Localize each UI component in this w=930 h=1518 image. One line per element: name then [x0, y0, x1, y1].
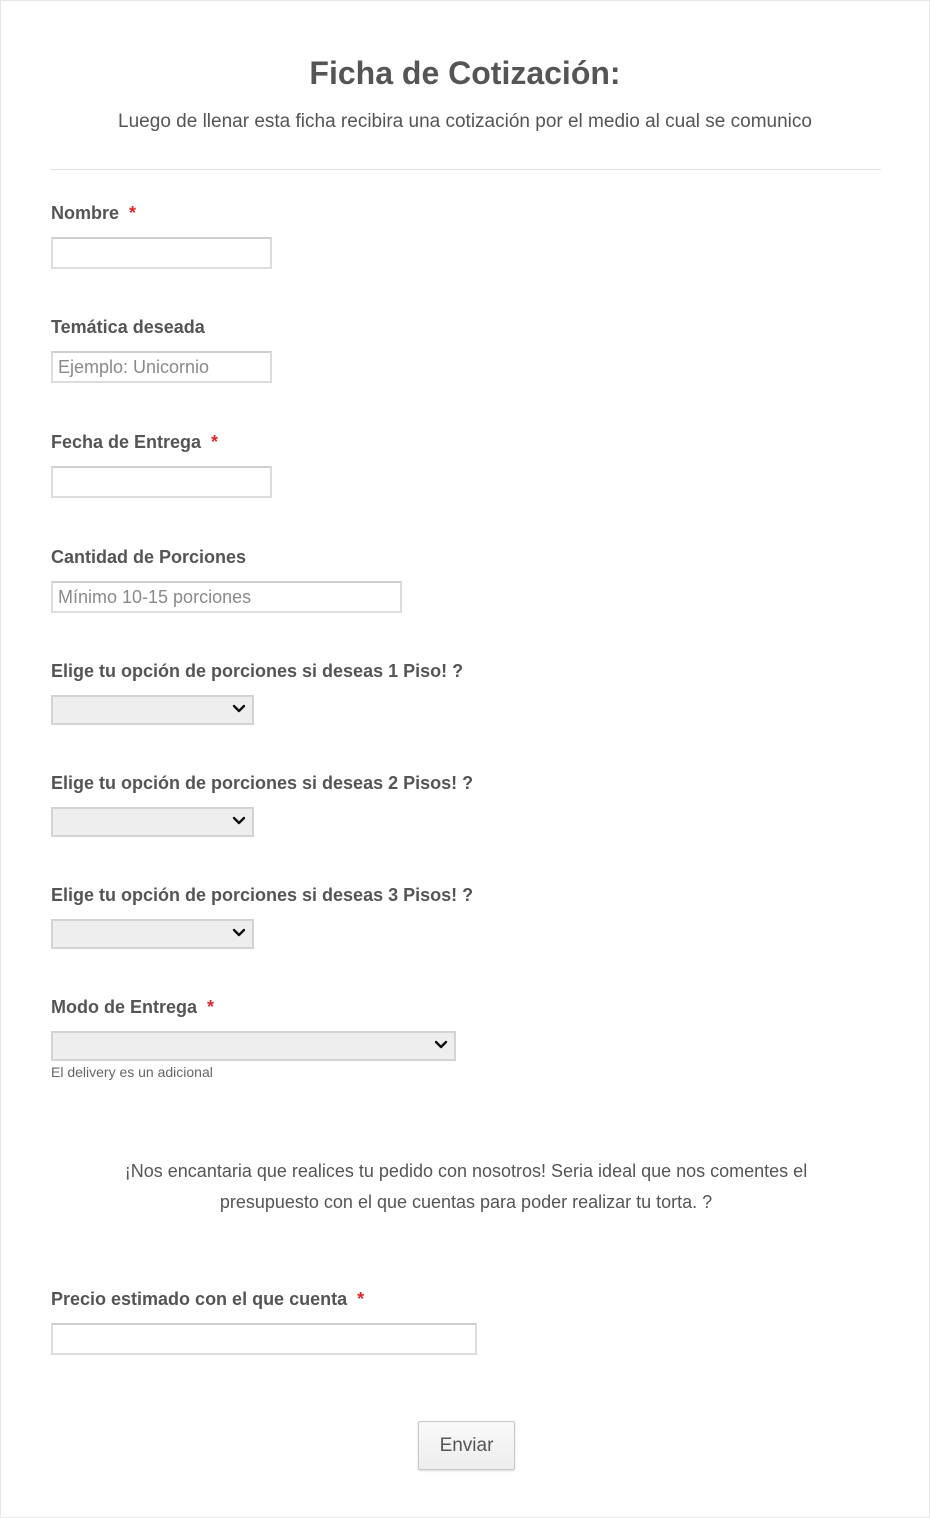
piso3-label-text: Elige tu opción de porciones si deseas 3 Pisos! ? [51, 885, 474, 905]
chevron-down-icon [232, 926, 246, 940]
budget-note [101, 1156, 831, 1218]
page-subtitle: Luego de llenar esta ficha recibira una cotización por el medio al cual se comunico [118, 111, 812, 132]
budget-note-line-1: ¡Nos encantaria que realices tu pedido con nosotros! Seria ideal que nos comentes el [124, 1161, 808, 1181]
chevron-down-icon [232, 702, 246, 716]
header-divider [51, 169, 881, 170]
precio-label-text: Precio estimado con el que cuenta [51, 1289, 348, 1309]
chevron-down-icon [434, 1038, 448, 1052]
required-marker: * [211, 432, 219, 452]
piso1-label-text: Elige tu opción de porciones si deseas 1 Piso! ? [51, 661, 464, 681]
piso2-select[interactable] [51, 807, 254, 837]
nombre-input[interactable] [51, 237, 272, 269]
modo-label-text: Modo de Entrega [51, 997, 198, 1017]
chevron-down-icon [232, 814, 246, 828]
budget-note-line-2: presupuesto con el que cuentas para poder realizar tu torta. ? [219, 1192, 713, 1212]
piso3-label [51, 885, 473, 906]
tematica-input[interactable] [51, 351, 272, 383]
piso2-label-text: Elige tu opción de porciones si deseas 2 Pisos! ? [51, 773, 474, 793]
porciones-label [51, 547, 246, 568]
fecha-label-text: Fecha de Entrega [51, 432, 202, 452]
modo-select[interactable] [51, 1031, 456, 1061]
modo-label [51, 997, 214, 1018]
piso1-select[interactable] [51, 695, 254, 725]
nombre-label [51, 203, 136, 224]
fecha-input[interactable] [51, 466, 272, 498]
modo-hint: El delivery es un adicional [51, 1064, 213, 1080]
precio-label [51, 1289, 364, 1310]
required-marker: * [207, 997, 215, 1017]
required-marker: * [357, 1289, 365, 1309]
tematica-label-text: Temática deseada [51, 317, 205, 337]
piso3-select[interactable] [51, 919, 254, 949]
precio-input[interactable] [51, 1323, 477, 1355]
porciones-label-text: Cantidad de Porciones [51, 547, 247, 567]
porciones-input[interactable] [51, 581, 402, 613]
tematica-label [51, 317, 205, 338]
piso2-label [51, 773, 473, 794]
fecha-label [51, 432, 218, 453]
piso1-label [51, 661, 463, 682]
nombre-label-text: Nombre [51, 203, 120, 223]
page-title: Ficha de Cotización: [309, 55, 621, 91]
submit-button[interactable]: Enviar [418, 1421, 515, 1470]
required-marker: * [129, 203, 137, 223]
